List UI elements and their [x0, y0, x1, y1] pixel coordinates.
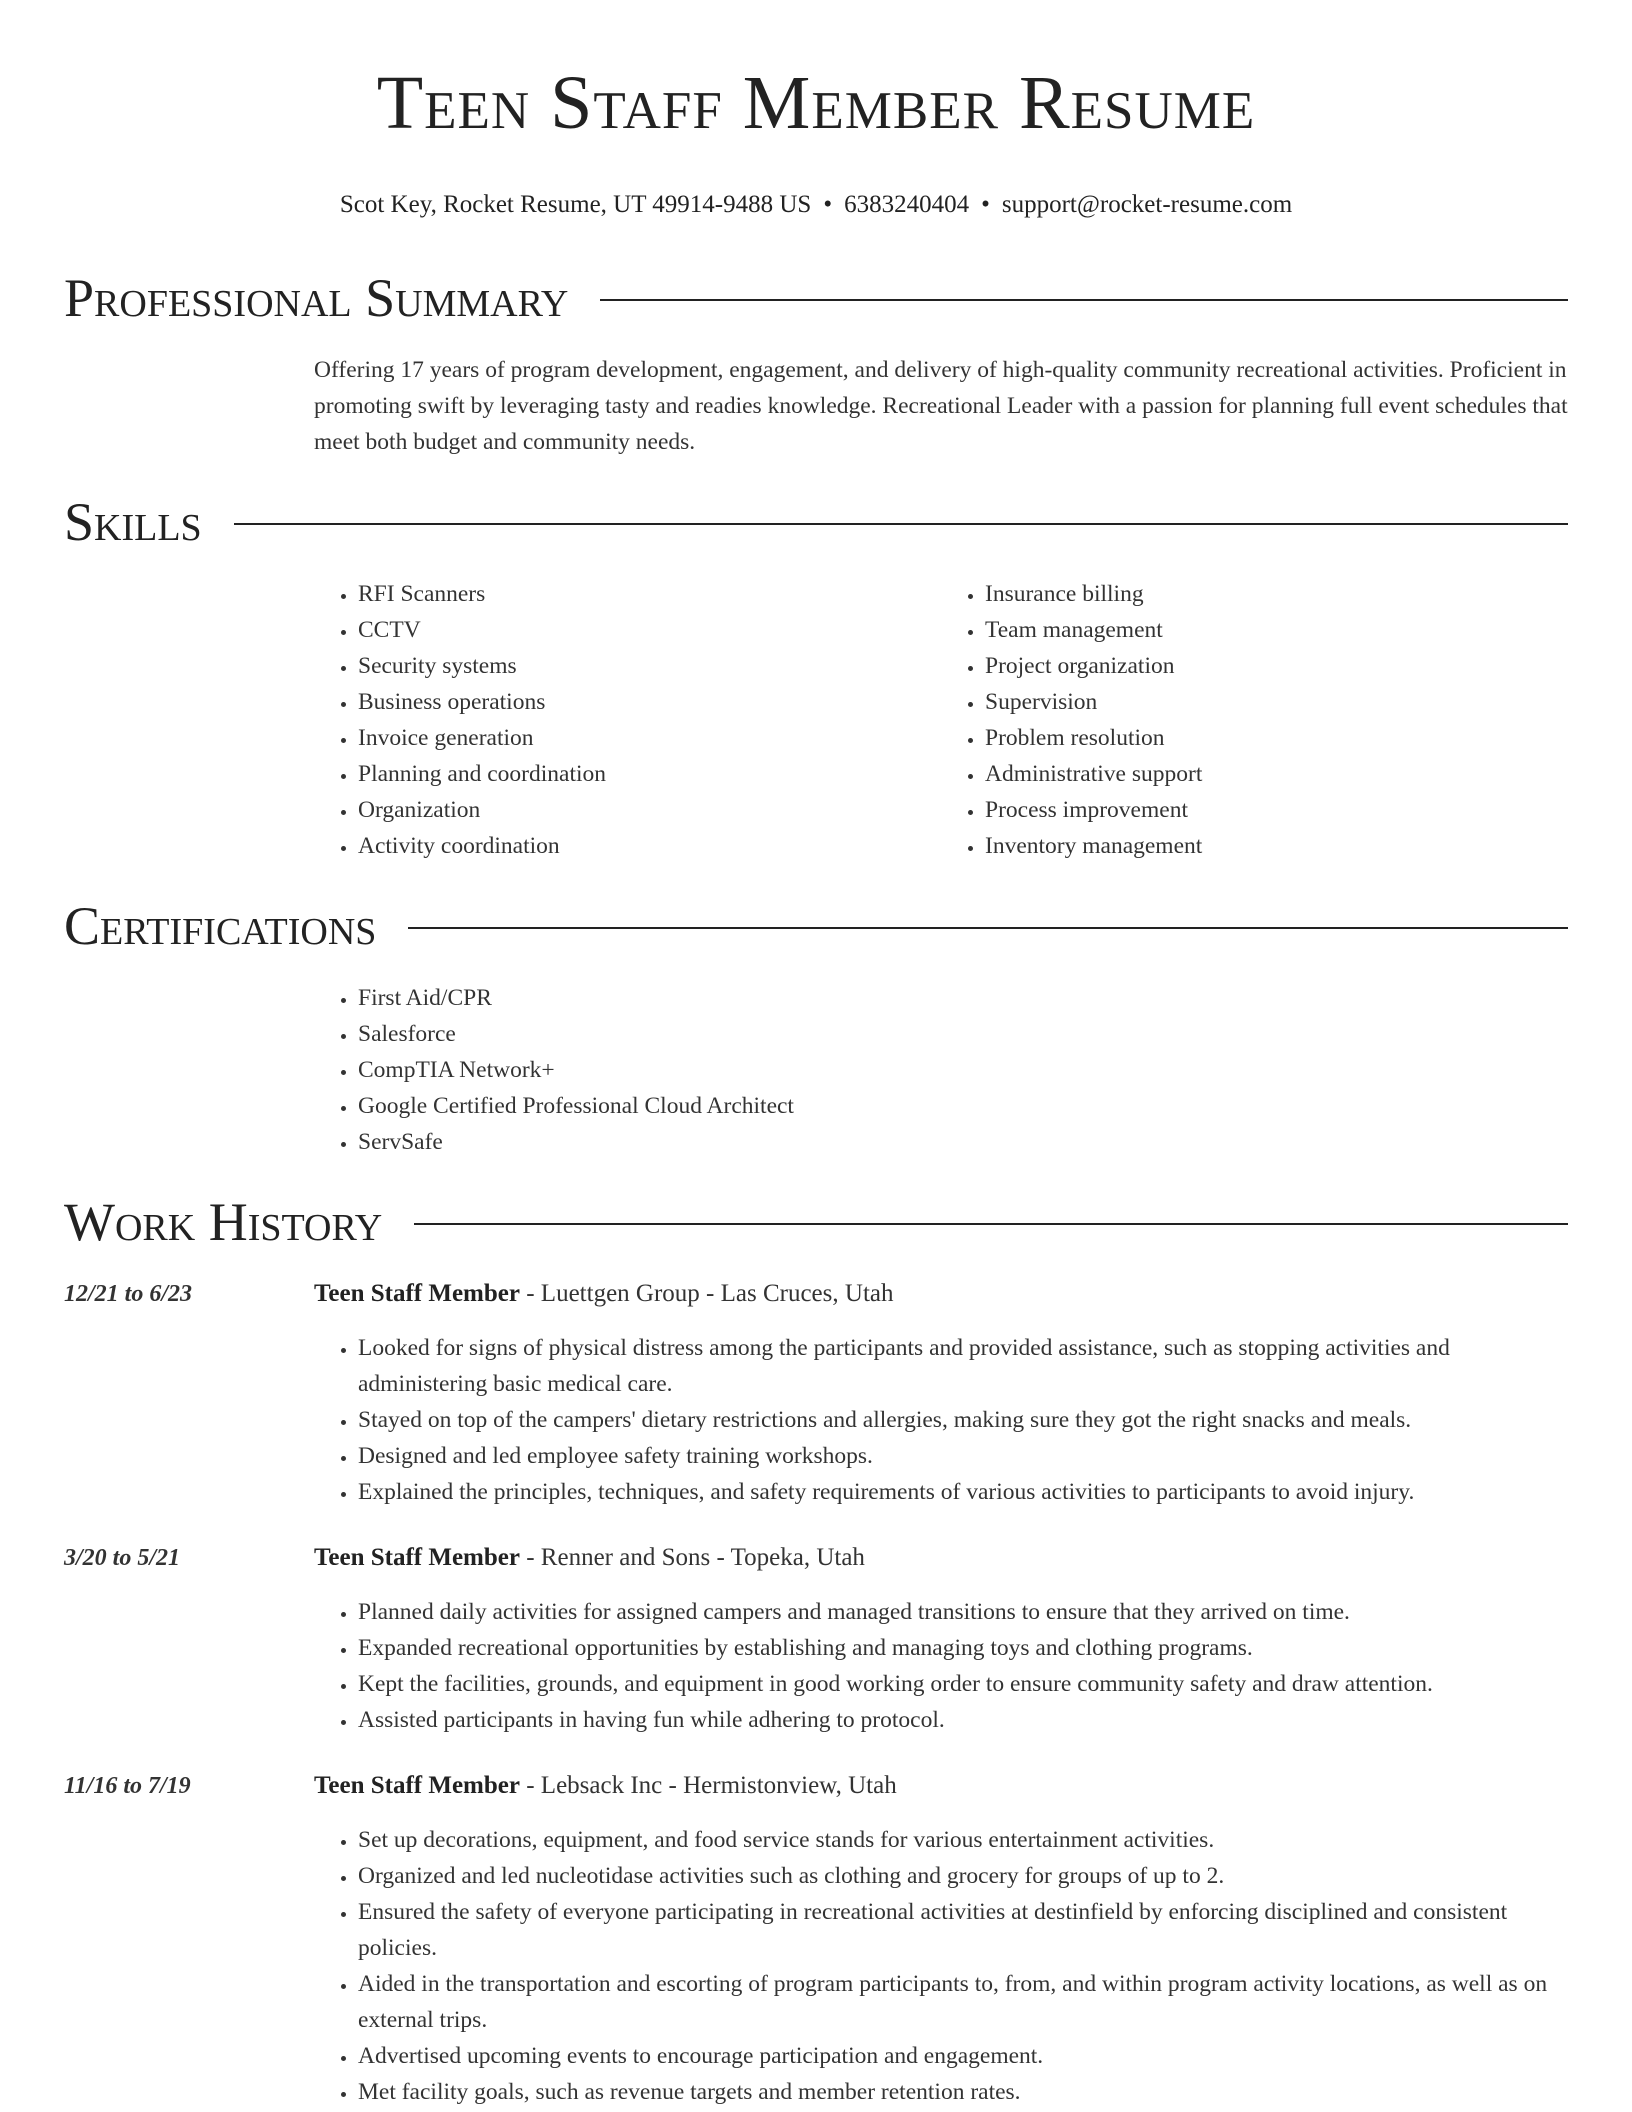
- section-divider: [234, 523, 1568, 525]
- resume-title: Teen Staff Member Resume: [376, 61, 1256, 145]
- skills-column-left: [314, 576, 941, 864]
- certification-item: • Salesforce: [358, 1016, 1568, 1052]
- certification-item: • Google Certified Professional Cloud Architect: [358, 1088, 1568, 1124]
- certification-item: • CompTIA Network+: [358, 1052, 1568, 1088]
- job-bullet: • Kept the facilities, grounds, and equipment in good working order to ensure community safety and draw attention.: [358, 1666, 1568, 1702]
- section-divider: [414, 1223, 1568, 1225]
- job-bullets: [314, 1822, 1568, 2110]
- job-heading: [314, 1768, 1568, 1804]
- skill-item: • Problem resolution: [985, 720, 1568, 756]
- contact-phone: 6383240404: [844, 191, 970, 218]
- skill-item: • Supervision: [985, 684, 1568, 720]
- skill-item: • Planning and coordination: [358, 756, 941, 792]
- job-title: Teen Staff Member: [314, 1772, 520, 1799]
- job-body: [314, 1540, 1568, 1738]
- job-bullet: • Stayed on top of the campers' dietary restrictions and allergies, making sure they got the right snacks and meals.: [358, 1402, 1568, 1438]
- certifications-list: [314, 980, 1568, 1160]
- section-divider: [408, 927, 1568, 929]
- job-details: - Lebsack Inc - Hermistonview, Utah: [519, 1772, 897, 1799]
- job-bullet: • Looked for signs of physical distress among the participants and provided assistance, such as stopping activities and administering basic medical care.: [358, 1330, 1568, 1402]
- summary-heading: Professional Summary: [64, 268, 569, 328]
- skill-item: • Security systems: [358, 648, 941, 684]
- job-dates: 3/20 to 5/21: [64, 1545, 181, 1571]
- certifications-section-header: [64, 894, 1568, 958]
- job-bullet: • Planned daily activities for assigned campers and managed transitions to ensure that they arrived on time.: [358, 1594, 1568, 1630]
- work-history-section-header: [64, 1190, 1568, 1254]
- job-details: - Luettgen Group - Las Cruces, Utah: [519, 1280, 894, 1307]
- job-bullet: • Expanded recreational opportunities by establishing and managing toys and clothing programs.: [358, 1630, 1568, 1666]
- job-bullet: • Designed and led employee safety training workshops.: [358, 1438, 1568, 1474]
- job-body: [314, 1276, 1568, 1510]
- job-dates: 11/16 to 7/19: [64, 1773, 191, 1799]
- certifications-heading: Certifications: [64, 896, 377, 956]
- job-bullet: • Set up decorations, equipment, and food service stands for various entertainment activities.: [358, 1822, 1568, 1858]
- job-bullet: • Aided in the transportation and escorting of program participants to, from, and within program activity locations, as well as on external trips.: [358, 1966, 1568, 2038]
- summary-text: Offering 17 years of program development, engagement, and delivery of high-quality community recreational activities. Proficient in promoting swift by leveraging tasty and readies knowledge. Recreational Leader with a passion for planning full event schedules that meet both budget and community needs.: [314, 357, 1568, 455]
- skill-item: • Inventory management: [985, 828, 1568, 864]
- job-entry: [64, 1540, 1568, 1738]
- job-bullet: • Advertised upcoming events to encourage participation and engagement.: [358, 2038, 1568, 2074]
- certification-item: • First Aid/CPR: [358, 980, 1568, 1016]
- job-entry: [64, 1768, 1568, 2110]
- job-bullets: [314, 1330, 1568, 1510]
- job-dates: 12/21 to 6/23: [64, 1281, 193, 1307]
- skill-item: • CCTV: [358, 612, 941, 648]
- job-body: [314, 1768, 1568, 2110]
- job-bullet: • Organized and led nucleotidase activities such as clothing and grocery for groups of up to 2.: [358, 1858, 1568, 1894]
- job-bullet: • Assisted participants in having fun while adhering to protocol.: [358, 1702, 1568, 1738]
- job-title: Teen Staff Member: [314, 1280, 520, 1307]
- skills-section-header: [64, 490, 1568, 554]
- contact-email: support@rocket-resume.com: [1001, 191, 1293, 218]
- job-bullet: • Met facility goals, such as revenue targets and member retention rates.: [358, 2074, 1568, 2110]
- summary-section-header: [64, 266, 1568, 330]
- job-heading: [314, 1540, 1568, 1576]
- skill-item: • Project organization: [985, 648, 1568, 684]
- skill-item: • Activity coordination: [358, 828, 941, 864]
- skills-column-right: [941, 576, 1568, 864]
- section-divider: [600, 299, 1568, 301]
- contact-separator: •: [823, 191, 833, 218]
- job-bullet: • Ensured the safety of everyone participating in recreational activities at destinfield by enforcing disciplined and consistent policies.: [358, 1894, 1568, 1966]
- contact-address: Scot Key, Rocket Resume, UT 49914-9488 US: [339, 191, 812, 218]
- skill-item: • Organization: [358, 792, 941, 828]
- skill-item: • Process improvement: [985, 792, 1568, 828]
- certification-item: • ServSafe: [358, 1124, 1568, 1160]
- skill-item: • Invoice generation: [358, 720, 941, 756]
- contact-line: [64, 190, 1568, 220]
- job-details: - Renner and Sons - Topeka, Utah: [519, 1544, 865, 1571]
- contact-separator: •: [981, 191, 990, 218]
- job-heading: [314, 1276, 1568, 1312]
- skill-item: • Administrative support: [985, 756, 1568, 792]
- skill-item: • Insurance billing: [985, 576, 1568, 612]
- job-title: Teen Staff Member: [314, 1544, 520, 1571]
- skill-item: • Team management: [985, 612, 1568, 648]
- job-bullet: • Explained the principles, techniques, and safety requirements of various activities to participants to avoid injury.: [358, 1474, 1568, 1510]
- job-entry: [64, 1276, 1568, 1510]
- skill-item: • Business operations: [358, 684, 941, 720]
- work-history-heading: Work History: [64, 1192, 383, 1252]
- skills-list: [314, 576, 1568, 864]
- job-bullets: [314, 1594, 1568, 1738]
- skill-item: • RFI Scanners: [358, 576, 941, 612]
- skills-heading: Skills: [64, 492, 202, 552]
- summary-content: [314, 352, 1568, 460]
